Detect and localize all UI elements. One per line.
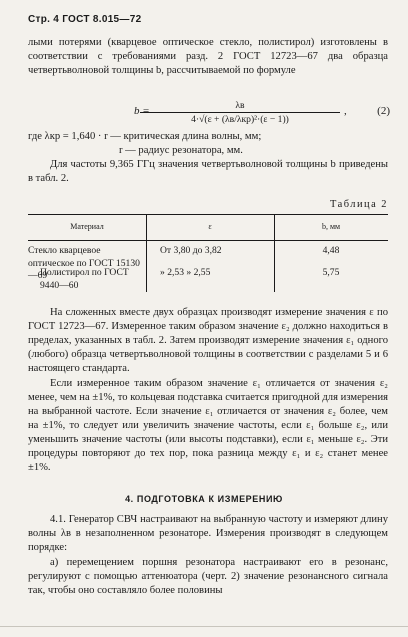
page-header: Стр. 4 ГОСТ 8.015—72 (28, 14, 142, 25)
where-line-2: r — радиус резонатора, мм. (119, 145, 243, 156)
table-header-rule (28, 240, 388, 241)
paragraph-comparison: Если измеренное таким образом значение ε₁ отличается от значения ε₂ менее, чем на ±1%, то кольцевая подставка считается пригодной для измерения на выбранной частоте. Если значение ε₁ отличается от значения ε₂ более, чем на ±1%, то следует или увеличить значение частоты, если ε₁ больше ε₂, или уменьшить значение частоты (или высоты подставки), если ε₁ меньше ε₂. Эти процедуры повторяют до тех пор, пока разница между ε₁ и ε₂ станет менее ±1%. (28, 378, 388, 473)
where-line-1: где λкр = 1,640 · r — критическая длина волны, мм; (28, 131, 262, 142)
row2-epsilon: » 2,53 » 2,55 (160, 267, 211, 278)
row2-material: Полистирол по ГОСТ 9440—60 (40, 267, 129, 291)
section-title: 4. ПОДГОТОВКА К ИЗМЕРЕНИЮ (125, 494, 283, 504)
formula-number: (2) (377, 105, 390, 117)
paragraph-item-a: а) перемещением поршня резонатора настраивают его в резонанс, регулируют с помощью аттенюатора (черт. 2) значение резонансного сигнала так, чтобы оно составляло более половины (28, 557, 388, 596)
paragraph-4-1: 4.1. Генератор СВЧ настраивают на выбранную частоту и измеряют длину волны λв в незаполненном резонаторе. Измерения производят в следующем порядке: (28, 514, 388, 553)
row1-epsilon: От 3,80 до 3,82 (160, 245, 222, 256)
paragraph-measurement: На сложенных вместе двух образцах производят измерение значения ε по ГОСТ 12723—67. Измеренное таким образом значение ε₂ должно находиться в пределах, указанных в табл. 2. Затем производят измерение значения ε₁ одного (любого) образца четвертьволновой толщины в соответствии с разделами 5 и 6 настоящего стандарта. (28, 307, 388, 374)
row1-material: Стекло кварцевое оптическое по ГОСТ 15130—69 (28, 245, 140, 281)
table-caption: Таблица 2 (330, 199, 388, 210)
formula-numerator: λв (140, 100, 340, 113)
intro-paragraph: лыми потерями (кварцевое оптическое стекло, полистирол) изготовлены в соответствии с требованиями разд. 2 ГОСТ 12723—67 два образца четвертьволновой толщины b, рассчитываемой по формуле (28, 37, 388, 76)
row2-thickness: 5,75 (322, 267, 340, 278)
frequency-paragraph: Для частоты 9,365 ГГц значения четвертьволновой толщины b приведены в табл. 2. (28, 159, 388, 184)
formula-lhs: b = (134, 105, 150, 117)
header-thickness: b, мм (321, 222, 341, 231)
formula-fraction (140, 100, 340, 125)
header-material: Материал (70, 222, 104, 231)
header-epsilon: ε (208, 222, 212, 231)
row1-thickness: 4,48 (322, 245, 340, 256)
table-top-rule (28, 214, 388, 215)
formula-denominator: 4·√(ε + (λв/λкр)²·(ε − 1)) (191, 114, 289, 125)
page-bottom-edge (0, 626, 408, 627)
formula-trailing-comma: , (344, 105, 347, 117)
